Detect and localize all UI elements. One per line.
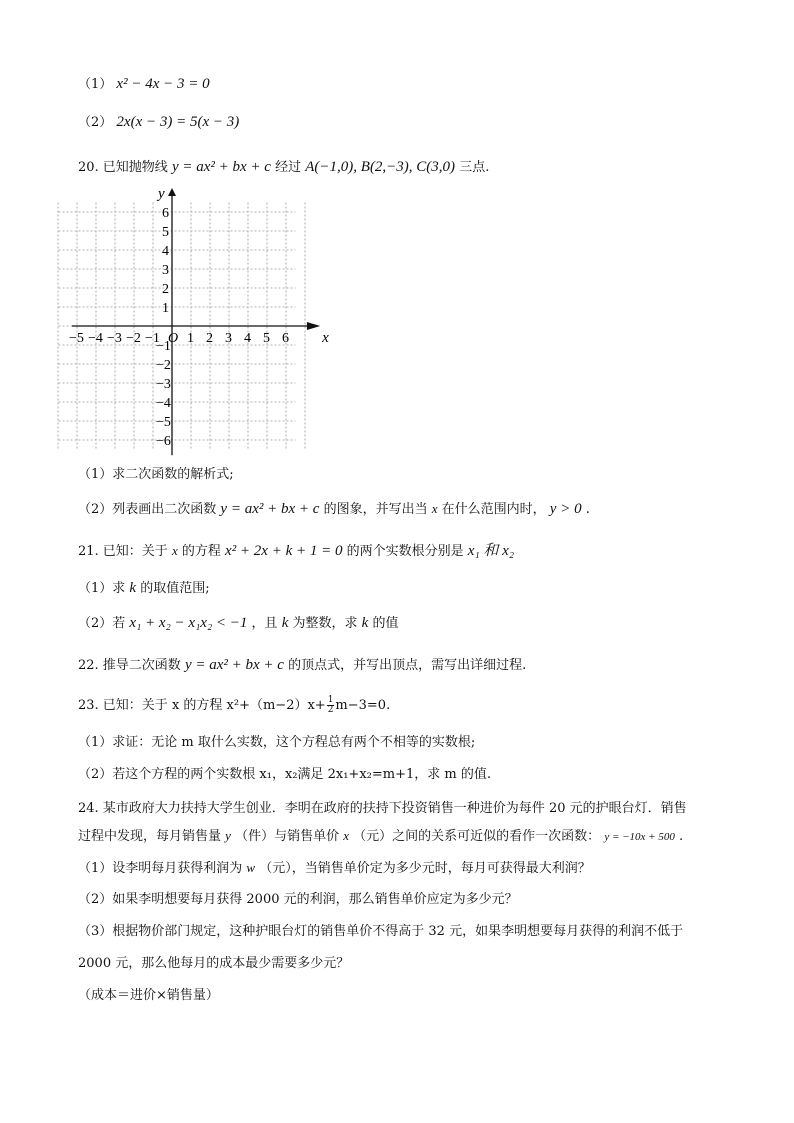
- q19-part1: [78, 74, 210, 95]
- q20-stem-points: A(−1,0), B(2,−3), C(3,0): [305, 159, 456, 175]
- q23-fraction: [327, 696, 335, 715]
- q24-part1-b: （元），当销售单价定为多少元时，每月可获得最大利润？: [259, 861, 591, 876]
- coordinate-grid: [68, 186, 328, 456]
- q21-part2-a: （2）若: [78, 616, 126, 631]
- q21-part1-b: 的取值范围;: [140, 581, 210, 596]
- y-tick-label: 6: [162, 206, 169, 221]
- q21-stem-roots: x₁ 和 x₂: [467, 543, 515, 559]
- x-tick-label: 2: [206, 331, 213, 346]
- q20-part2-b: 的图象，并写出当: [323, 502, 428, 517]
- q21-part2-k2: k: [361, 615, 369, 631]
- y-tick-label: −5: [156, 415, 171, 430]
- y-tick-label: −3: [156, 377, 171, 392]
- q20-part2-equation: y = ax² + bx + c: [220, 501, 320, 517]
- q21-stem-a: 21. 已知：关于: [78, 544, 168, 559]
- y-tick-label: 5: [162, 225, 169, 240]
- q19-part2-label: （2）: [78, 115, 113, 130]
- q24-part1: [78, 858, 591, 879]
- q21-stem-c: 的两个实数根分别是: [346, 544, 464, 559]
- q19-part2-equation: 2x(x − 3) = 5(x − 3): [116, 114, 240, 130]
- q20-stem-equation: y = ax² + bx + c: [171, 159, 271, 175]
- q24-part2: （2）如果李明想要每月获得 2000 元的利润，那么销售单价应定为多少元？: [78, 892, 518, 907]
- q23-a: 23. 已知：关于 x 的方程 x²+（m−2）x+: [78, 698, 326, 713]
- y-axis-arrow: [168, 188, 176, 196]
- y-tick-label: −1: [156, 339, 171, 354]
- x-tick-label: −5: [69, 331, 84, 346]
- q20-part2-a: （2）列表画出二次函数: [78, 502, 217, 517]
- q21-part2-d: 的值: [372, 616, 399, 631]
- q23-fraction-denominator: 2: [327, 705, 334, 715]
- y-axis-label: y: [158, 186, 165, 202]
- q24-part1-a: （1）设李明每月获得利润为: [78, 861, 243, 876]
- x-tick-label: 4: [244, 331, 251, 346]
- q23-part2: （2）若这个方程的两个实数根 x₁，x₂满足 2x₁+x₂=m+1，求 m 的值.: [78, 767, 491, 782]
- q24-note: （成本＝进价×销售量）: [78, 988, 219, 1003]
- q21-part2-inequality: x₁ + x₂ − x₁x₂ < −1: [129, 615, 248, 631]
- q23-b: m−3=0.: [335, 698, 391, 713]
- y-tick-label: 3: [162, 263, 169, 278]
- q24-line2-c: （元）之间的关系可近似的看作一次函数：: [353, 829, 601, 844]
- q24-line2-a: 过程中发现，每月销售量: [78, 829, 222, 844]
- q21-part1: [78, 578, 210, 599]
- q19-part2: [78, 112, 239, 133]
- q21-stem-x: x: [171, 543, 178, 558]
- origin-label: O: [168, 331, 179, 346]
- x-tick-label: 3: [225, 331, 232, 346]
- q20-stem: [78, 157, 489, 178]
- q19-part1-equation: x² − 4x − 3 = 0: [116, 76, 210, 92]
- q23-fraction-numerator: 1: [327, 695, 334, 705]
- x-tick-label: 5: [263, 331, 270, 346]
- q21-stem-equation: x² + 2x + k + 1 = 0: [225, 543, 343, 559]
- y-tick-label: −4: [156, 396, 171, 411]
- q23-part1: （1）求证：无论 m 取什么实数，这个方程总有两个不相等的实数根;: [78, 735, 476, 750]
- q24-line2-y: y: [225, 828, 231, 843]
- x-axis-arrow: [307, 322, 320, 330]
- y-tick-label: 1: [162, 301, 169, 316]
- q22-a: 22. 推导二次函数: [78, 658, 181, 673]
- q21-stem-b: 的方程: [181, 544, 221, 559]
- q20-part2-x: x: [431, 501, 438, 516]
- q21-part1-k: k: [129, 580, 137, 596]
- q24-line2-x: x: [343, 828, 350, 843]
- x-tick-label: 6: [282, 331, 289, 346]
- y-tick-label: −2: [156, 358, 171, 373]
- q20-stem-suffix: 三点.: [459, 160, 490, 175]
- q22-equation: y = ax² + bx + c: [184, 657, 284, 673]
- y-tick-label: 2: [162, 282, 169, 297]
- q24-part1-w: w: [246, 860, 256, 875]
- q24-part3-line1: （3）根据物价部门规定，这种护眼台灯的销售单价不得高于 32 元，如果李明想要每月获得的利润不低于: [78, 924, 684, 939]
- q20-stem-mid: 经过: [275, 160, 302, 175]
- q20-stem-prefix: 20. 已知抛物线: [78, 160, 168, 175]
- y-tick-label: 4: [162, 244, 169, 259]
- x-axis-label: x: [322, 330, 329, 346]
- q24-line2: [78, 826, 683, 847]
- q21-stem: [78, 541, 514, 562]
- x-tick-label: −4: [88, 331, 103, 346]
- q24-line2-end: .: [679, 829, 684, 844]
- q20-part2-c: 在什么范围内时，: [441, 502, 546, 517]
- q21-part2-c: 为整数，求: [292, 616, 358, 631]
- q24-line1: 24. 某市政府大力扶持大学生创业．李明在政府的扶持下投资销售一种进价为每件 20 元的护眼台灯．销售: [78, 801, 687, 816]
- x-tick-label: −2: [126, 331, 141, 346]
- x-tick-label: −1: [145, 331, 160, 346]
- q21-part2: [78, 613, 399, 634]
- q24-line2-b: （件）与销售单价: [235, 829, 340, 844]
- q20-part1: （1）求二次函数的解析式;: [78, 467, 234, 482]
- q24-part3-line2: 2000 元，那么他每月的成本最少需要多少元？: [78, 956, 350, 971]
- x-tick-label: 1: [187, 331, 194, 346]
- x-tick-label: −3: [107, 331, 122, 346]
- q22-stem: [78, 655, 526, 676]
- q21-part2-b: ，且: [251, 616, 278, 631]
- q20-part2: [78, 499, 590, 520]
- y-tick-label: −6: [156, 434, 171, 449]
- q21-part2-k: k: [281, 615, 289, 631]
- q23-stem: [78, 696, 390, 716]
- q21-part1-a: （1）求: [78, 581, 126, 596]
- coordinate-grid-svg: [68, 186, 328, 456]
- q20-part2-inequality: y > 0: [549, 501, 582, 517]
- q20-part2-end: .: [585, 502, 590, 517]
- q19-part1-label: （1）: [78, 77, 113, 92]
- q24-line2-equation: y = −10x + 500: [604, 831, 675, 843]
- q22-b: 的顶点式，并写出顶点，需写出详细过程.: [288, 658, 527, 673]
